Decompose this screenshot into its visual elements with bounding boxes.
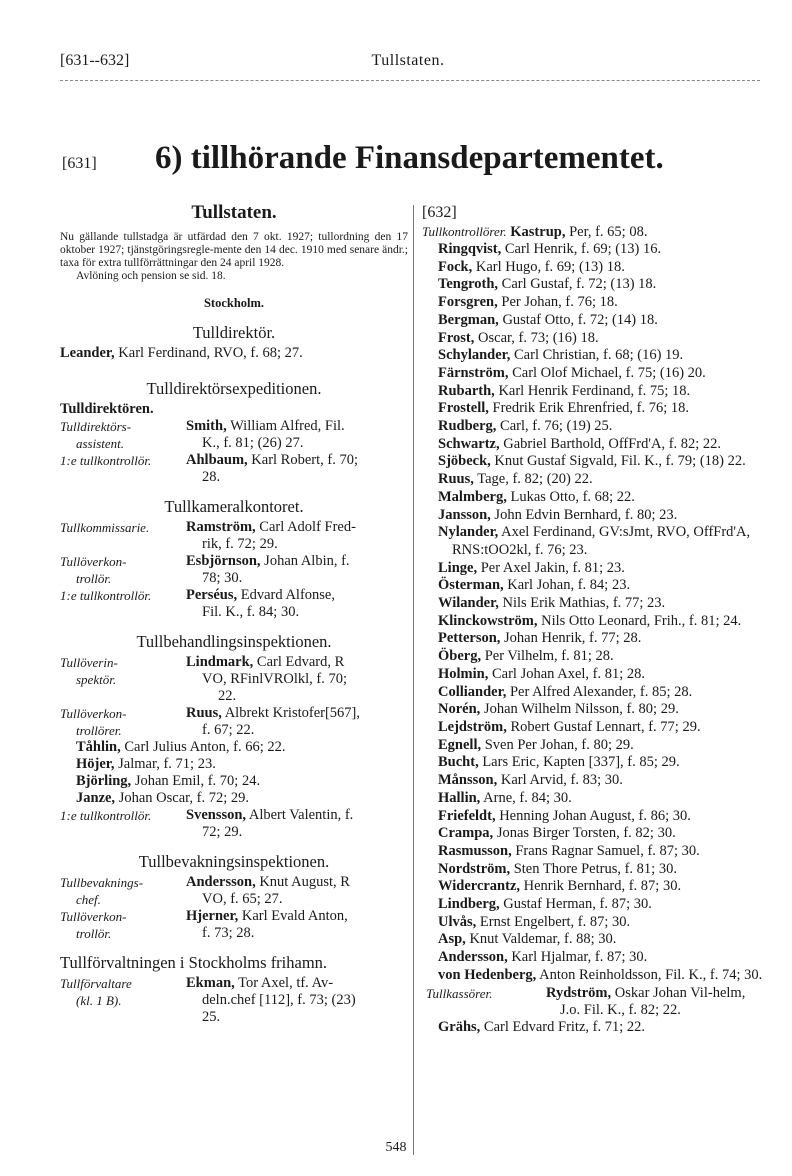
- person-details-cont: deln.chef [112], f. 73; (23): [202, 992, 356, 1008]
- person-name: Bucht,: [438, 754, 479, 771]
- person-name: Jansson,: [438, 506, 491, 523]
- person-name: Janze,: [76, 790, 116, 806]
- person-entry: [438, 276, 768, 294]
- role-line: Tullöverin-: [60, 655, 118, 670]
- person-entry: [438, 737, 768, 755]
- person-entry: [76, 739, 408, 756]
- person-details: Karl Henrik Ferdinand, f. 75; 18.: [498, 382, 691, 399]
- person-details-cont: K., f. 81; (26) 27.: [202, 435, 304, 451]
- person-name: Färnström,: [438, 364, 509, 381]
- person-entry: [438, 436, 768, 454]
- person-name: Nylander,: [438, 524, 499, 541]
- person-details: Carl Johan Axel, f. 81; 28.: [491, 665, 646, 682]
- role-label: 1:e tullkontrollör.: [60, 808, 152, 823]
- person-name: Holmin,: [438, 665, 489, 682]
- person-name: Nordström,: [438, 860, 511, 877]
- person-entry: [438, 365, 768, 383]
- person-details: Lukas Otto, f. 68; 22.: [510, 488, 635, 505]
- person-entry: [438, 808, 768, 826]
- person-entry: [438, 524, 768, 559]
- person-name: Hallin,: [438, 789, 481, 806]
- person-name: Malmberg,: [438, 488, 507, 505]
- intro-salary-note: Avlöning och pension se sid. 18.: [76, 270, 226, 282]
- person-details: Henrik Bernhard, f. 87; 30.: [523, 878, 682, 895]
- person-details-cont: VO, RFinlVROlkl, f. 70;: [202, 671, 348, 687]
- person-entry: [438, 967, 768, 985]
- person-details: Jonas Birger Torsten, f. 82; 30.: [496, 825, 676, 842]
- person-text: [186, 705, 408, 739]
- person-entry: [438, 418, 768, 436]
- person-entry: [422, 985, 768, 1019]
- person-details: Nils Otto Leonard, Frih., f. 81; 24.: [541, 612, 742, 629]
- person-entry: [438, 259, 768, 277]
- person-details: Fredrik Erik Ehrenfried, f. 76; 18.: [492, 400, 690, 417]
- person-name: Höjer,: [76, 756, 115, 772]
- left-heading: Tullstaten.: [191, 202, 277, 223]
- person-text: [186, 519, 408, 553]
- person-name: Ramström,: [186, 519, 256, 535]
- person-details: Carl, f. 76; (19) 25.: [500, 418, 613, 435]
- person-entry: [438, 613, 768, 631]
- person-details: Karl Hugo, f. 69; (13) 18.: [475, 258, 625, 275]
- person-details: Axel Ferdinand, GV:sJmt, RVO, OffFrd'A, RNS:tOO2kl, f. 76; 23.: [452, 524, 751, 558]
- person-details: Carl Henrik, f. 69; (13) 16.: [504, 241, 662, 257]
- person-entry: [76, 756, 408, 773]
- person-name: Lejdström,: [438, 718, 507, 735]
- person-name: Rudberg,: [438, 418, 497, 435]
- person-details-cont: f. 67; 22.: [202, 722, 255, 738]
- person-text: [186, 807, 408, 841]
- person-name: Norén,: [438, 701, 481, 718]
- role-label: [60, 975, 186, 1009]
- person-name: Lindberg,: [438, 896, 500, 913]
- person-name: Månsson,: [438, 772, 498, 789]
- person-details-cont: 28.: [202, 469, 221, 485]
- person-entry: [422, 223, 768, 241]
- left-column: [60, 204, 408, 1026]
- person-name: Öberg,: [438, 648, 482, 665]
- person-name: Ringqvist,: [438, 241, 502, 257]
- person-details-cont: VO, f. 65; 27.: [202, 891, 283, 907]
- person-entry: [438, 330, 768, 348]
- person-entry: [60, 874, 408, 908]
- person-entry: [438, 648, 768, 666]
- header-rule: [60, 80, 760, 81]
- person-text: [186, 553, 408, 587]
- person-entry: [60, 452, 408, 486]
- person-details-cont: 72; 29.: [202, 824, 243, 840]
- person-details: Per, f. 65; 08.: [569, 224, 648, 240]
- person-name: Rasmusson,: [438, 842, 512, 859]
- person-name: Ulvås,: [438, 913, 477, 930]
- person-entry: [438, 754, 768, 772]
- person-entry: [438, 719, 768, 737]
- person-details-cont: 25.: [202, 1009, 221, 1025]
- person-entry: [60, 519, 408, 553]
- person-name: Tåhlin,: [76, 739, 121, 755]
- person-details: Carl Edvard Fritz, f. 71; 22.: [483, 1018, 646, 1035]
- person-entry: [438, 453, 768, 471]
- person-name: Widercrantz,: [438, 878, 521, 895]
- person-entry: [60, 975, 408, 1026]
- intro-text: Nu gällande tullstadga är utfärdad den 7 okt. 1927; tullordning den 17 oktober 1927; tjänstgöringsregle-mente den 14 dec. 1910 med senare ändr.; taxa för extra tullförrättningar den 24 april 1928.: [60, 231, 408, 269]
- person-details: Frans Ragnar Samuel, f. 87; 30.: [515, 842, 700, 859]
- role-line: Tullöverkon-: [60, 909, 127, 924]
- person-entry: [438, 914, 768, 932]
- person-details: Carl Gustaf, f. 72; (13) 18.: [501, 276, 657, 293]
- person-details: Johan Emil, f. 70; 24.: [134, 773, 261, 789]
- person-name: Forsgren,: [438, 294, 498, 311]
- role-line: Tullbevaknings-: [60, 875, 144, 890]
- person-name: Wilander,: [438, 595, 499, 612]
- person-entry: [438, 312, 768, 330]
- role-label: 1:e tullkontrollör.: [60, 453, 152, 468]
- person-name: Lindmark,: [186, 654, 254, 670]
- running-head: [60, 52, 756, 76]
- controller-list: [422, 241, 768, 985]
- person-text: [186, 874, 408, 908]
- role-label: [60, 874, 186, 908]
- person-details: Oscar, f. 73; (16) 18.: [478, 329, 599, 346]
- person-entry: [60, 807, 408, 841]
- person-details: Knut Valdemar, f. 88; 30.: [469, 931, 617, 948]
- person-details: Per Alfred Alexander, f. 85; 28.: [509, 683, 693, 700]
- person-name: Rubarth,: [438, 382, 495, 399]
- running-head-title: Tullstaten.: [371, 52, 445, 69]
- person-name: Ruus,: [186, 705, 222, 721]
- running-head-page-range: [631--632]: [60, 52, 130, 69]
- person-details: Knut August, R: [259, 874, 350, 890]
- person-name: Linge,: [438, 559, 478, 576]
- person-entry: [438, 896, 768, 914]
- person-details: Albrekt Kristofer[567],: [224, 705, 360, 721]
- person-details: Oskar Johan Vil-helm, J.o. Fil. K., f. 82; 22.: [560, 984, 746, 1018]
- person-details: Carl Christian, f. 68; (16) 19.: [514, 347, 684, 364]
- person-entry: [60, 345, 408, 362]
- person-details: Johan Henrik, f. 77; 28.: [504, 630, 642, 647]
- person-name: Frostell,: [438, 400, 489, 417]
- person-details-cont: Fil. K., f. 84; 30.: [202, 604, 300, 620]
- person-name: Björling,: [76, 773, 132, 789]
- person-name: Petterson,: [438, 630, 501, 647]
- person-details: Johan Oscar, f. 72; 29.: [118, 790, 249, 806]
- person-name: Andersson,: [438, 949, 508, 966]
- person-name: Schylander,: [438, 347, 511, 364]
- person-entry: [60, 908, 408, 942]
- person-name: Colliander,: [438, 683, 507, 700]
- person-entry: [422, 1019, 768, 1036]
- person-entry: [60, 418, 408, 452]
- person-details: Tor Axel, tf. Av-: [238, 975, 334, 991]
- role-label: [60, 418, 186, 452]
- person-details: Karl Robert, f. 70;: [251, 452, 358, 468]
- person-details: Carl Julius Anton, f. 66; 22.: [124, 739, 286, 755]
- person-name: Crampa,: [438, 825, 494, 842]
- person-list: [60, 739, 408, 807]
- person-details: Sven Per Johan, f. 80; 29.: [484, 736, 634, 753]
- person-details: Arne, f. 84; 30.: [483, 789, 572, 806]
- person-text: [186, 908, 408, 942]
- person-name: Bergman,: [438, 311, 499, 328]
- section-label-632: [632]: [422, 204, 457, 221]
- person-entry: [438, 772, 768, 790]
- person-details: Karl Hjalmar, f. 87; 30.: [511, 949, 648, 966]
- person-details: Karl Johan, f. 84; 23.: [507, 577, 631, 594]
- person-details-cont: f. 73; 28.: [202, 925, 255, 941]
- person-entry: [438, 878, 768, 896]
- person-details: Gustaf Otto, f. 72; (14) 18.: [502, 311, 658, 328]
- role-label: [60, 908, 186, 942]
- person-entry: [438, 861, 768, 879]
- role-line: Tullöverkon-: [60, 554, 127, 569]
- chapter-title: 6) tillhörande Finansdepartementet.: [155, 140, 664, 176]
- person-name: Grähs,: [438, 1018, 481, 1035]
- person-entry: [438, 701, 768, 719]
- person-name: Ruus,: [438, 471, 474, 488]
- person-details: Anton Reinholdsson, Fil. K., f. 74; 30.: [539, 966, 763, 983]
- person-name: Klinckowström,: [438, 612, 538, 629]
- office-heading-kameral: Tullkameralkontoret.: [164, 497, 304, 516]
- person-details: Carl Edvard, R: [256, 654, 345, 670]
- person-details-cont: 78; 30.: [202, 570, 243, 586]
- person-details: Nils Erik Mathias, f. 77; 23.: [502, 595, 666, 612]
- person-name: Perséus,: [186, 587, 238, 603]
- role-line: trollör.: [76, 926, 112, 941]
- person-entry: [438, 383, 768, 401]
- person-details: Edvard Alfonse,: [240, 587, 335, 603]
- person-entry: [438, 489, 768, 507]
- role-line: spektör.: [76, 672, 117, 687]
- sub-heading: Tulldirektören.: [60, 401, 154, 417]
- person-name: Friefeldt,: [438, 807, 496, 824]
- person-entry: [60, 654, 408, 705]
- person-details: Per Axel Jakin, f. 81; 23.: [480, 559, 625, 576]
- office-heading-frihamn: Tullförvaltningen i Stockholms frihamn.: [60, 953, 328, 972]
- person-name: Schwartz,: [438, 435, 500, 452]
- person-details: Lars Eric, Kapten [337], f. 85; 29.: [482, 754, 680, 771]
- person-text: [186, 587, 408, 621]
- person-entry: [60, 705, 408, 739]
- person-details: John Edvin Bernhard, f. 80; 23.: [494, 506, 678, 523]
- person-details: Karl Arvid, f. 83; 30.: [500, 772, 623, 789]
- person-entry: [438, 595, 768, 613]
- person-details-cont: rik, f. 72; 29.: [202, 536, 278, 552]
- person-entry: [438, 931, 768, 949]
- office-heading-expedition: Tulldirektörsexpeditionen.: [146, 379, 322, 398]
- person-name: Asp,: [438, 931, 466, 948]
- role-line: chef.: [76, 892, 101, 907]
- person-entry: [438, 400, 768, 418]
- column-divider: [413, 205, 414, 1155]
- person-details: Tage, f. 82; (20) 22.: [477, 471, 593, 488]
- person-details: Carl Olof Michael, f. 75; (16) 20.: [512, 364, 706, 381]
- person-details: Albert Valentin, f.: [248, 807, 354, 823]
- person-name: Rydström,: [546, 984, 612, 1001]
- person-entry: [60, 553, 408, 587]
- person-entry: [438, 630, 768, 648]
- person-details: Per Vilhelm, f. 81; 28.: [484, 648, 614, 665]
- person-entry: [438, 577, 768, 595]
- person-name: Svensson,: [186, 807, 247, 823]
- person-name: Tengroth,: [438, 276, 499, 293]
- role-line: trollörer.: [76, 723, 122, 738]
- person-name: Leander,: [60, 345, 115, 361]
- person-entry: [60, 587, 408, 621]
- section-number: [631]: [62, 155, 97, 172]
- role-label: [60, 553, 186, 587]
- person-details: Gabriel Barthold, OffFrd'A, f. 82; 22.: [503, 435, 722, 452]
- person-details: Karl Ferdinand, RVO, f. 68; 27.: [118, 345, 303, 361]
- role-label: Tullkassörer.: [426, 985, 493, 1001]
- person-details: Ernst Engelbert, f. 87; 30.: [479, 913, 631, 930]
- role-line: Tulldirektörs-: [60, 419, 132, 434]
- role-label: 1:e tullkontrollör.: [60, 588, 152, 603]
- person-name: Kastrup,: [510, 224, 566, 240]
- person-details: Jalmar, f. 71; 23.: [118, 756, 216, 772]
- person-entry: [76, 773, 408, 790]
- person-entry: [76, 790, 408, 807]
- person-entry: [438, 471, 768, 489]
- person-details: Sten Thore Petrus, f. 81; 30.: [513, 860, 677, 877]
- person-name: von Hedenberg,: [438, 966, 537, 983]
- person-text: [186, 975, 408, 1026]
- person-entry: [438, 790, 768, 808]
- person-details: William Alfred, Fil.: [230, 418, 345, 434]
- person-name: Egnell,: [438, 736, 482, 753]
- person-entry: [438, 347, 768, 365]
- person-text: [186, 418, 408, 452]
- role-label: Tullkontrollörer.: [422, 224, 507, 239]
- person-entry: [438, 949, 768, 967]
- person-text: [186, 654, 408, 705]
- role-line: (kl. 1 B).: [76, 993, 122, 1008]
- person-entry: [438, 666, 768, 684]
- person-name: Sjöbeck,: [438, 453, 491, 470]
- person-entry: [438, 825, 768, 843]
- person-details: Robert Gustaf Lennart, f. 77; 29.: [510, 718, 701, 735]
- person-entry: [438, 684, 768, 702]
- right-column: [422, 204, 768, 1036]
- person-name: Österman,: [438, 577, 504, 594]
- person-details: Gustaf Herman, f. 87; 30.: [503, 896, 652, 913]
- person-details: Johan Wilhelm Nilsson, f. 80; 29.: [483, 701, 679, 718]
- person-details: Per Johan, f. 76; 18.: [501, 294, 618, 311]
- role-line: trollör.: [76, 571, 112, 586]
- person-name: Hjerner,: [186, 908, 239, 924]
- role-label: Tullkommissarie.: [60, 520, 150, 535]
- person-entry: [438, 560, 768, 578]
- person-text: [546, 985, 768, 1019]
- role-label: [60, 654, 186, 688]
- office-heading-bevakning: Tullbevakningsinspektionen.: [138, 852, 330, 871]
- role-line: Tullöverkon-: [60, 706, 127, 721]
- person-name: Esbjörnson,: [186, 553, 261, 569]
- role-label: [60, 705, 186, 739]
- person-name: Smith,: [186, 418, 227, 434]
- role-line: assistent.: [76, 436, 125, 451]
- person-name: Ahlbaum,: [186, 452, 248, 468]
- person-details: Henning Johan August, f. 86; 30.: [499, 807, 691, 824]
- person-entry: [438, 843, 768, 861]
- role-line: Tullförvaltare: [60, 976, 132, 991]
- intro-paragraph: [60, 231, 408, 283]
- person-text: [186, 452, 408, 486]
- person-name: Frost,: [438, 329, 475, 346]
- person-details: Carl Adolf Fred-: [259, 519, 356, 535]
- person-details: Karl Evald Anton,: [241, 908, 348, 924]
- person-name: Andersson,: [186, 874, 256, 890]
- office-heading-direktor: Tulldirektör.: [192, 323, 276, 342]
- person-entry: [438, 507, 768, 525]
- person-name: Fock,: [438, 258, 473, 275]
- person-details-cont: 22.: [218, 688, 237, 704]
- city-heading: Stockholm.: [203, 296, 265, 310]
- page-number: 548: [385, 1140, 407, 1155]
- person-entry: [438, 294, 768, 312]
- person-name: Ekman,: [186, 975, 235, 991]
- person-details: Johan Albin, f.: [264, 553, 350, 569]
- person-details: Knut Gustaf Sigvald, Fil. K., f. 79; (18) 22.: [494, 453, 746, 470]
- person-entry: [438, 241, 768, 259]
- office-heading-behandling: Tullbehandlingsinspektionen.: [136, 632, 332, 651]
